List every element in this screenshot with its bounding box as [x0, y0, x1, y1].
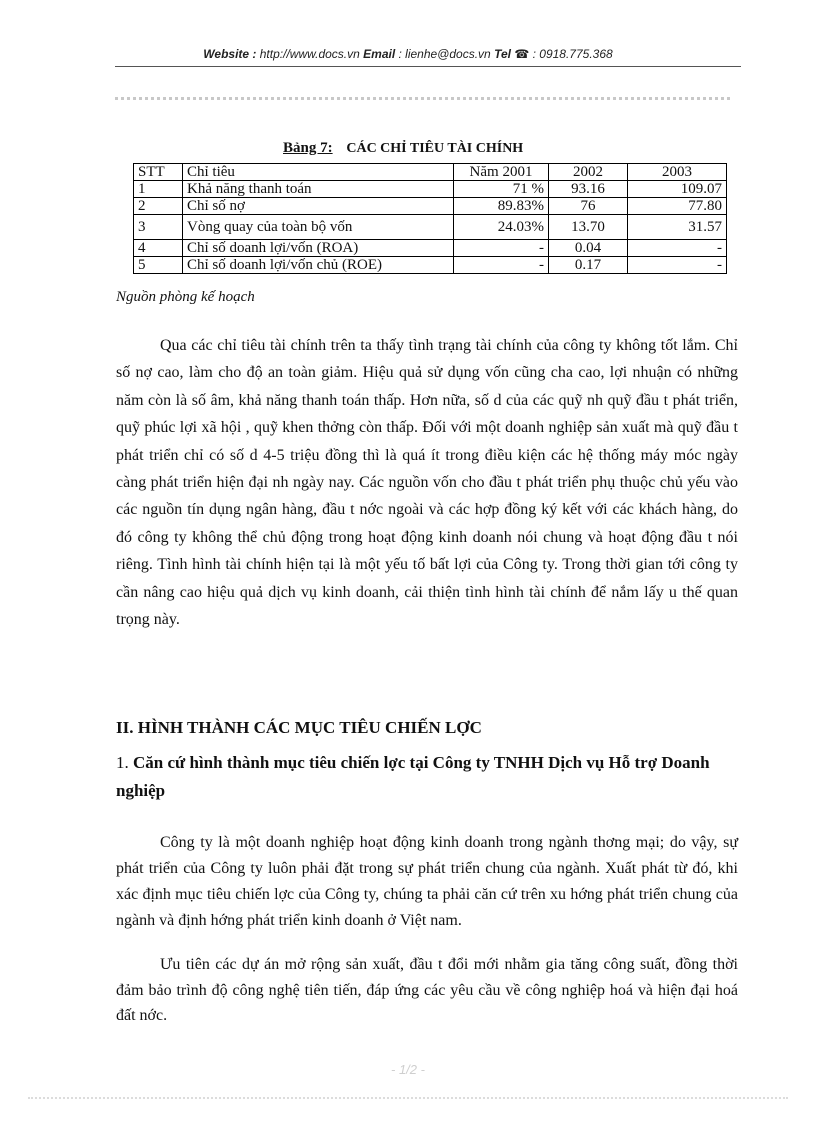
cell-2002: 93.16	[549, 181, 628, 198]
header-cell-2003: 2003	[628, 164, 727, 181]
email-label: Email	[363, 47, 396, 61]
cell-2003: 77.80	[628, 198, 727, 215]
header-cell-2001: Năm 2001	[454, 164, 549, 181]
cell-2001: -	[454, 257, 549, 274]
tel-label: Tel	[494, 47, 511, 61]
cell-2002: 13.70	[549, 215, 628, 240]
cell-2003: -	[628, 240, 727, 257]
table-row	[134, 215, 727, 240]
cell-2002: 0.04	[549, 240, 628, 257]
subsection-number: 1.	[116, 753, 129, 772]
email-link[interactable]: : lienhe@docs.vn	[395, 47, 495, 61]
cell-indicator: Vòng quay của toàn bộ vốn	[183, 215, 454, 240]
source-note: Nguồn phòng kế hoạch	[116, 289, 255, 305]
page-number: - 1/2 -	[391, 1062, 425, 1077]
body-paragraph-basis: Công ty là một doanh nghiệp hoạt động kinh doanh trong ngành thơng mại; do vậy, sự phát triển của Công ty luôn phải đặt trong sự phát triển chung của ngành. Xuất phát từ đó, khi xác định mục tiêu chiến lợc của Công ty, chúng ta phải căn cứ trên xu hớng phát triển chung của ngành và định hớng phát triển kinh doanh ở Việt nam.	[116, 834, 738, 929]
cell-stt: 1	[134, 181, 183, 198]
body-paragraph-financial-analysis: Qua các chỉ tiêu tài chính trên ta thấy tình trạng tài chính của công ty không tốt lắm. Chỉ số nợ cao, làm cho độ an toàn giảm. Hiệu quả sử dụng vốn cũng cha cao, lợi nhuận có những năm còn là số âm, khả năng thanh toán thấp. Hơn nữa, số d của các quỹ nh quỹ đầu t phát triển, quỹ phúc lợi xã hội , quỹ khen thởng còn thấp. Đối với một doanh nghiệp sản xuất mà quỹ đầu t phát triển chỉ có số d 4-5 triệu đồng thì là quá ít trong điều kiện các hệ thống máy móc ngày càng phát triển hiện đại nh ngày nay. Các nguồn vốn cho đầu t phát triển phụ thuộc chủ yếu vào các nguồn tín dụng ngân hàng, đầu t nớc ngoài và các hợp đồng ký kết với các khách hàng, do đó công ty không thể chủ động trong hoạt động kinh doanh nói chung và hoạt động đầu t nói riêng. Tình hình tài chính hiện tại là một yếu tố bất lợi của Công ty. Trong thời gian tới công ty cần nâng cao hiệu quả dịch vụ kinh doanh, cải thiện tình hình tài chính để nắm lấy u thế quan trọng này.	[116, 337, 738, 629]
cell-2002: 76	[549, 198, 628, 215]
header-dotted-divider	[115, 97, 730, 100]
table-header-row	[134, 164, 727, 181]
header-rule	[115, 66, 741, 67]
cell-2001: 71 %	[454, 181, 549, 198]
cell-indicator: Chỉ số doanh lợi/vốn (ROA)	[183, 240, 454, 257]
header-cell-2002: 2002	[549, 164, 628, 181]
table-row	[134, 198, 727, 215]
footer-dotted-divider	[28, 1097, 788, 1099]
cell-2003: 109.07	[628, 181, 727, 198]
table-caption-title: CÁC CHỈ TIÊU TÀI CHÍNH	[346, 141, 524, 156]
table-row	[134, 257, 727, 274]
header-cell-indicator: Chỉ tiêu	[183, 164, 454, 181]
page-header	[0, 47, 816, 61]
cell-2003: -	[628, 257, 727, 274]
cell-2001: 24.03%	[454, 215, 549, 240]
cell-indicator: Chỉ số doanh lợi/vốn chủ (ROE)	[183, 257, 454, 274]
table-caption-label: Bảng 7:	[283, 140, 333, 156]
subsection-title: Căn cứ hình thành mục tiêu chiến lợc tại Công ty TNHH Dịch vụ Hỗ trợ Doanh nghiệp	[116, 753, 710, 800]
financial-indicators-table	[133, 163, 727, 274]
subsection-heading	[116, 749, 742, 805]
body-paragraph-priorities: Ưu tiên các dự án mở rộng sản xuất, đầu t đổi mới nhằm gia tăng công suất, đồng thời đảm bảo trình độ công nghệ tiên tiến, đáp ứng các yêu cầu về công nghiệp hoá và hiện đại hoá đất nớc.	[116, 956, 738, 1024]
cell-stt: 4	[134, 240, 183, 257]
cell-stt: 3	[134, 215, 183, 240]
website-link[interactable]: http://www.docs.vn	[256, 47, 364, 61]
header-cell-stt: STT	[134, 164, 183, 181]
table-row	[134, 240, 727, 257]
cell-stt: 2	[134, 198, 183, 215]
table-caption	[283, 140, 523, 157]
phone-icon: ☎	[514, 47, 530, 61]
cell-indicator: Chỉ số nợ	[183, 198, 454, 215]
cell-2001: 89.83%	[454, 198, 549, 215]
cell-2003: 31.57	[628, 215, 727, 240]
cell-2001: -	[454, 240, 549, 257]
cell-indicator: Khả năng thanh toán	[183, 181, 454, 198]
table-row	[134, 181, 727, 198]
section-heading: II. HÌNH THÀNH CÁC MỤC TIÊU CHIẾN LỢC	[116, 718, 482, 737]
cell-stt: 5	[134, 257, 183, 274]
cell-2002: 0.17	[549, 257, 628, 274]
tel-value: : 0918.775.368	[529, 47, 613, 61]
website-label: Website :	[203, 47, 257, 61]
